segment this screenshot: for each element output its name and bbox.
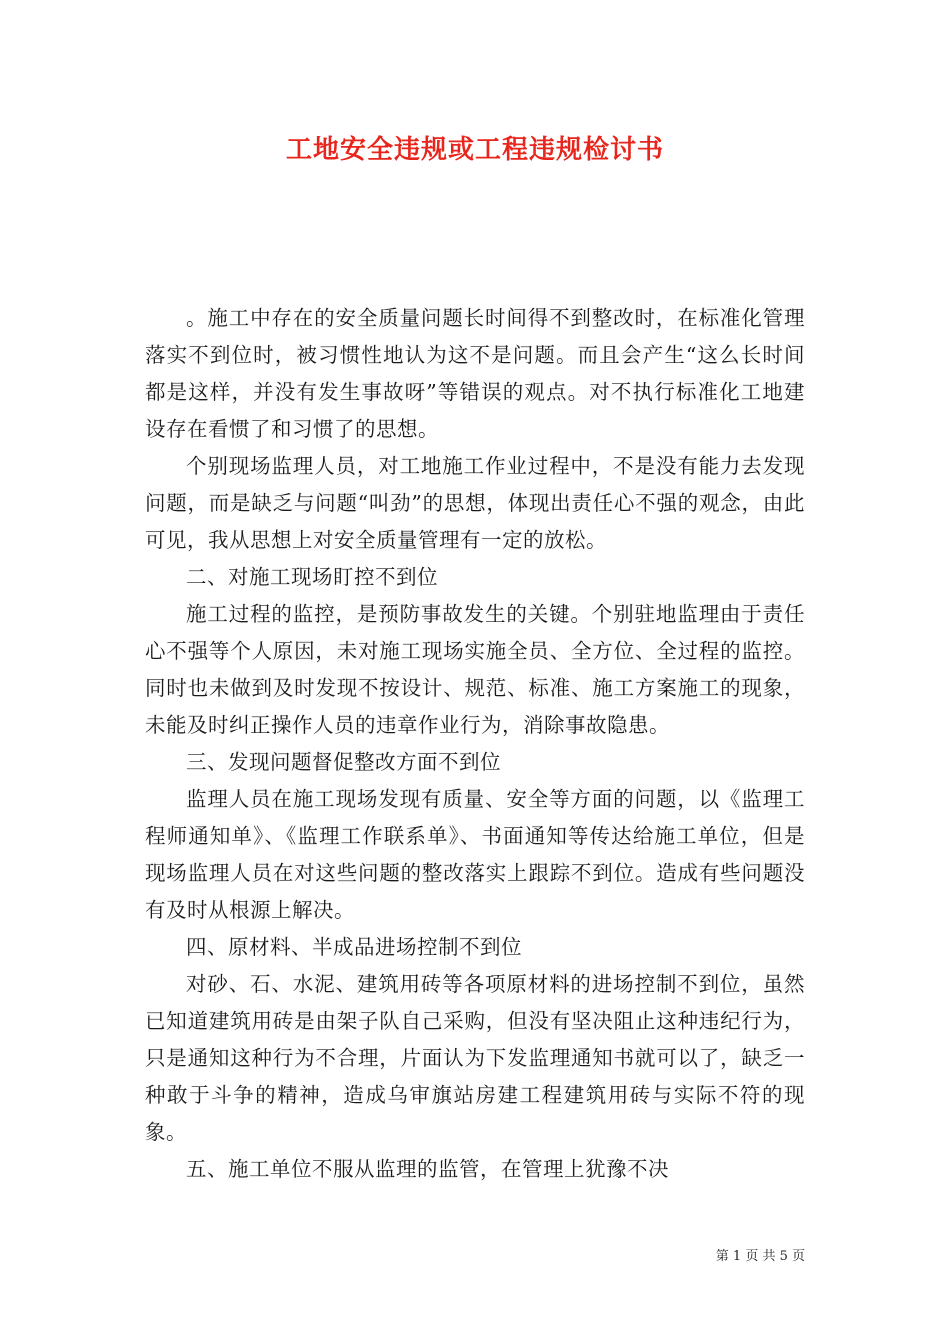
section-heading: 三、发现问题督促整改方面不到位: [186, 750, 501, 774]
body-paragraph: 对砂、石、水泥、建筑用砖等各项原材料的进场控制不到位，虽然已知道建筑用砖是由架子队自己采购，但没有坚决阻止这种违纪行为，只是通知这种行为不合理，片面认为下发监理通知书就可以了，缺乏一种敢于斗争的精神，造成乌审旗站房建工程建筑用砖与实际不符的现象。: [145, 972, 805, 1144]
body-paragraph: 个别现场监理人员，对工地施工作业过程中，不是没有能力去发现问题，而是缺乏与问题“叫劲”的思想，体现出责任心不强的观念，由此可见，我从思想上对安全质量管理有一定的放松。: [145, 454, 805, 552]
body-paragraph: 。施工中存在的安全质量问题长时间得不到整改时，在标准化管理落实不到位时，被习惯性地认为这不是问题。而且会产生“这么长时间都是这样，并没有发生事故呀”等错误的观点。对不执行标准化工地建设存在看惯了和习惯了的思想。: [145, 306, 805, 441]
body-paragraph: 施工过程的监控，是预防事故发生的关键。个别驻地监理由于责任心不强等个人原因，未对施工现场实施全员、全方位、全过程的监控。同时也未做到及时发现不按设计、规范、标准、施工方案施工的现象，未能及时纠正操作人员的违章作业行为，消除事故隐患。: [145, 602, 805, 737]
document-body: [145, 300, 805, 1188]
document-title: 工地安全违规或工程违规检讨书: [285, 135, 664, 165]
section-heading: 五、施工单位不服从监理的监管，在管理上犹豫不决: [186, 1157, 669, 1181]
section-heading: 四、原材料、半成品进场控制不到位: [186, 935, 522, 959]
page-number: 第 1 页 共 5 页: [715, 1249, 805, 1264]
section-heading: 二、对施工现场盯控不到位: [186, 565, 438, 589]
body-paragraph: 监理人员在施工现场发现有质量、安全等方面的问题，以《监理工程师通知单》、《监理工作联系单》、书面通知等传达给施工单位，但是现场监理人员在对这些问题的整改落实上跟踪不到位。造成有些问题没有及时从根源上解决。: [145, 787, 805, 922]
